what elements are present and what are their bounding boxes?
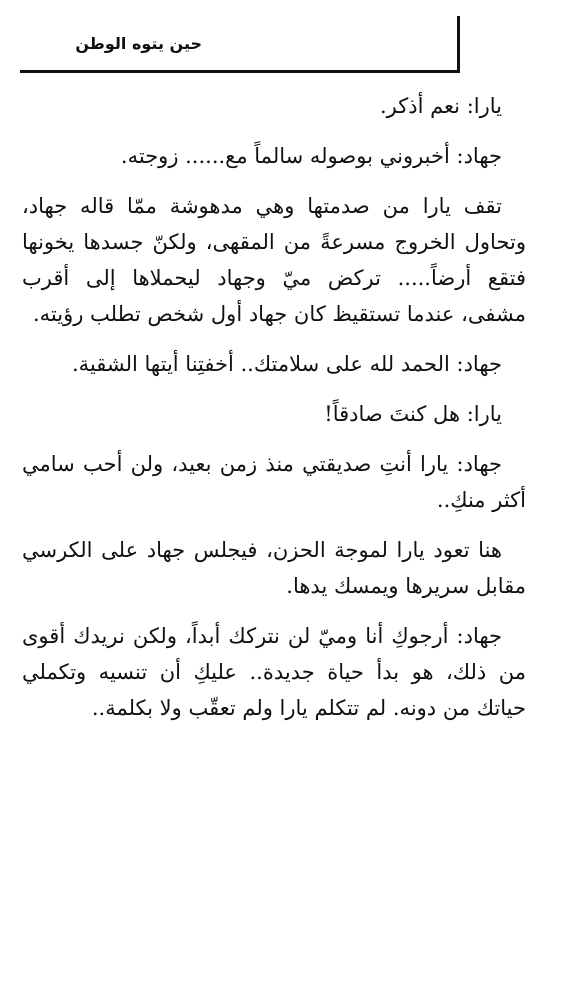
paragraph: يارا: نعم أذكر.	[379, 94, 502, 118]
paragraph: يارا: هل كنتَ صادقاً!	[324, 402, 502, 426]
running-head-title: حين يتوه الوطن	[75, 34, 202, 53]
header-rule	[20, 70, 460, 73]
paragraph: تقف يارا من صدمتها وهي مدهوشة ممّا قاله جهاد، وتحاول الخروج مسرعةً من المقهى، ولكنّ جسدها يخونها فتقع أرضاً..... تركض ميّ وجهاد ليحملاها إلى أقرب مشفى، عندما تستقيظ كان جهاد أول شخص تطلب رؤيته.	[22, 194, 526, 326]
paragraph: هنا تعود يارا لموجة الحزن، فيجلس جهاد على الكرسي مقابل سريرها ويمسك يدها.	[22, 538, 526, 598]
paragraph: جهاد: أخبروني بوصوله سالماً مع...... زوجته.	[120, 144, 502, 168]
paragraph: جهاد: الحمد لله على سلامتك.. أخفتِنا أيتها الشقية.	[72, 352, 502, 376]
header-rule-vertical	[457, 16, 460, 73]
paragraph: جهاد: يارا أنتِ صديقتي منذ زمن بعيد، ولن أحب سامي أكثر منكِ..	[22, 452, 526, 512]
page-body	[22, 88, 526, 740]
paragraph: جهاد: أرجوكِ أنا وميّ لن نتركك أبداً، ولكن نريدك أقوى من ذلك، هو بدأ حياة جديدة.. عليكِ أن تنسيه وتكملي حياتك من دونه. لم تتكلم يارا ولم تعقّب ولا بكلمة..	[22, 624, 526, 720]
